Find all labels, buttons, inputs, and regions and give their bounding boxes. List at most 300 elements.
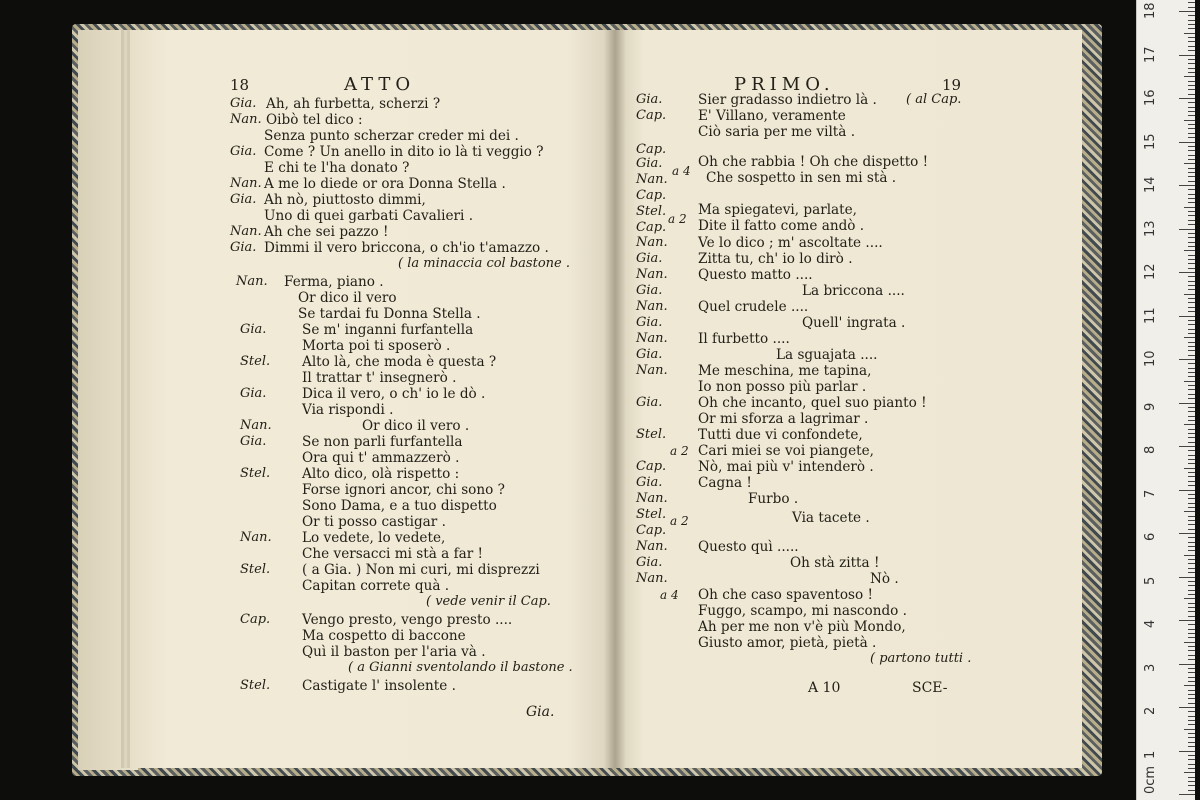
- ruler-tick: [1188, 24, 1195, 25]
- ruler-tick: [1188, 764, 1195, 765]
- verse-line: Ah nò, piuttosto dimmi,: [264, 192, 426, 208]
- ruler-tick: [1184, 250, 1195, 251]
- ruler-number: 15: [1143, 132, 1158, 150]
- verse-line: Capitan correte quà .: [302, 578, 450, 594]
- ruler-tick: [1188, 672, 1195, 673]
- ruler-tick: [1188, 237, 1195, 238]
- speaker-label: Gia.: [636, 347, 663, 362]
- stage-direction: ( la minaccia col bastone .: [398, 256, 570, 271]
- speaker-label: Nan.: [636, 571, 668, 586]
- verse-line: Me meschina, me tapina,: [698, 363, 872, 379]
- ruler-tick: [1179, 751, 1195, 752]
- ruler-tick: [1188, 624, 1195, 625]
- ruler-tick: [1188, 350, 1195, 351]
- verse-line: Che versacci mi stà a far !: [302, 546, 483, 562]
- ruler-tick: [1188, 737, 1195, 738]
- ruler-number: 11: [1143, 306, 1158, 324]
- speaker-label: Gia.: [240, 322, 267, 337]
- speaker-label: Nan.: [636, 491, 668, 506]
- ruler-unit-label: 0cm: [1143, 765, 1158, 794]
- verse-line: Ah, ah furbetta, scherzi ?: [266, 96, 441, 112]
- ruler-tick: [1188, 311, 1195, 312]
- speaker-label: Nan.: [240, 530, 272, 545]
- stage-direction: ( partono tutti .: [870, 651, 972, 666]
- verse-line: Dimmi il vero briccona, o ch'io t'amazzo .: [264, 240, 549, 256]
- ruler-tick: [1188, 107, 1195, 108]
- ruler-tick: [1188, 581, 1195, 582]
- ruler-tick: [1188, 81, 1195, 82]
- ruler-tick: [1188, 481, 1195, 482]
- verse-line: Se non parli furfantella: [302, 434, 463, 450]
- ruler-tick: [1179, 359, 1195, 360]
- ruler-tick: [1188, 124, 1195, 125]
- ensemble-mark: a 2: [668, 212, 687, 226]
- speaker-label: Nan.: [636, 235, 668, 250]
- ruler-tick: [1188, 568, 1195, 569]
- verse-line: Quell' ingrata .: [802, 315, 906, 331]
- ruler-tick: [1188, 181, 1195, 182]
- speaker-label: Gia.: [636, 475, 663, 490]
- ruler-tick: [1188, 215, 1195, 216]
- ruler-number: 4: [1143, 619, 1158, 628]
- ruler-tick: [1188, 429, 1195, 430]
- speaker-label: Cap.: [636, 220, 667, 235]
- ruler-tick: [1188, 111, 1195, 112]
- verse-line: Ma spiegatevi, parlate,: [698, 202, 857, 218]
- ruler-tick: [1188, 437, 1195, 438]
- speaker-label: Cap.: [636, 108, 667, 123]
- ruler-tick: [1188, 537, 1195, 538]
- running-header: PRIMO.: [734, 74, 835, 95]
- ruler-tick: [1188, 37, 1195, 38]
- ruler-number: 10: [1143, 350, 1158, 367]
- verse-line: La briccona ....: [802, 283, 905, 299]
- ruler-tick: [1188, 20, 1195, 21]
- verse-line: Oibò tel dico :: [266, 112, 363, 128]
- ruler-tick: [1188, 15, 1195, 16]
- measuring-ruler: [1136, 0, 1195, 800]
- ruler-tick: [1188, 133, 1195, 134]
- ruler-tick: [1188, 733, 1195, 734]
- ruler-number: 1: [1143, 750, 1158, 759]
- verse-line: Giusto amor, pietà, pietà .: [698, 635, 877, 651]
- verse-line: Il trattar t' insegnerò .: [302, 370, 457, 386]
- verse-line: Furbo .: [748, 491, 799, 507]
- ruler-tick: [1188, 755, 1195, 756]
- verse-line: Fuggo, scampo, mi nascondo .: [698, 603, 908, 619]
- speaker-label: Nan.: [230, 176, 262, 191]
- ruler-tick: [1184, 598, 1195, 599]
- verse-line: Oh stà zitta !: [790, 555, 880, 571]
- verse-line: Se tardai fu Donna Stella .: [298, 306, 481, 322]
- ruler-tick: [1188, 324, 1195, 325]
- ruler-tick: [1188, 224, 1195, 225]
- verse-line: Uno di quei garbati Cavalieri .: [264, 208, 474, 224]
- ensemble-mark: a 2: [670, 514, 689, 528]
- speaker-label: Stel.: [636, 507, 667, 522]
- ruler-tick: [1179, 533, 1195, 534]
- ruler-tick: [1188, 420, 1195, 421]
- verse-line: Se m' inganni furfantella: [302, 322, 474, 338]
- speaker-label: Gia.: [230, 96, 257, 111]
- ruler-tick: [1188, 128, 1195, 129]
- speaker-label: Cap.: [240, 612, 271, 627]
- ruler-tick: [1188, 242, 1195, 243]
- ruler-tick: [1188, 198, 1195, 199]
- verse-line: Come ? Un anello in dito io là ti veggio ?: [264, 144, 544, 160]
- page-number: 19: [942, 76, 962, 94]
- verse-line: Vengo presto, vengo presto ....: [302, 612, 513, 628]
- ruler-tick: [1188, 189, 1195, 190]
- verse-line: Via tacete .: [792, 510, 870, 526]
- ruler-tick: [1179, 55, 1195, 56]
- ruler-tick: [1188, 168, 1195, 169]
- verse-line: Alto dico, olà rispetto :: [302, 466, 460, 482]
- verse-line: Sono Dama, e a tuo dispetto: [302, 498, 497, 514]
- verse-line: Io non posso più parlar .: [698, 379, 867, 395]
- ruler-tick: [1188, 546, 1195, 547]
- verse-line: Che sospetto in sen mi stà .: [706, 170, 897, 186]
- speaker-label: Nan.: [636, 539, 668, 554]
- ruler-tick: [1188, 677, 1195, 678]
- speaker-label: Gia.: [230, 240, 257, 255]
- ruler-tick: [1188, 398, 1195, 399]
- ruler-tick: [1188, 637, 1195, 638]
- ruler-number: 8: [1143, 445, 1158, 454]
- ruler-tick: [1188, 329, 1195, 330]
- speaker-label: Nan.: [230, 224, 262, 239]
- ruler-tick: [1184, 381, 1195, 382]
- verse-line: Dica il vero, o ch' io le dò .: [302, 386, 486, 402]
- speaker-label: Gia.: [636, 555, 663, 570]
- verse-line: Or ti posso castigar .: [302, 514, 446, 530]
- ruler-tick: [1179, 490, 1195, 491]
- ruler-tick: [1179, 577, 1195, 578]
- ruler-tick: [1179, 11, 1195, 12]
- verse-line: Lo vedete, lo vedete,: [302, 530, 446, 546]
- ruler-tick: [1188, 698, 1195, 699]
- ruler-tick: [1188, 155, 1195, 156]
- ruler-tick: [1188, 507, 1195, 508]
- ruler-tick: [1179, 272, 1195, 273]
- ruler-tick: [1188, 611, 1195, 612]
- verse-line: Questo quì .....: [698, 539, 799, 555]
- ruler-tick: [1188, 63, 1195, 64]
- speaker-label: Stel.: [636, 204, 667, 219]
- ruler-number: 16: [1143, 89, 1158, 106]
- ruler-tick: [1188, 333, 1195, 334]
- ruler-number: 17: [1143, 45, 1158, 63]
- stage-direction: ( vede venir il Cap.: [426, 594, 551, 609]
- ruler-tick: [1184, 33, 1195, 34]
- ruler-tick: [1184, 555, 1195, 556]
- ruler-tick: [1188, 485, 1195, 486]
- ruler-tick: [1179, 707, 1195, 708]
- ruler-tick: [1188, 777, 1195, 778]
- ruler-tick: [1188, 450, 1195, 451]
- ruler-tick: [1188, 72, 1195, 73]
- ruler-tick: [1188, 590, 1195, 591]
- speaker-label: Gia.: [636, 251, 663, 266]
- ruler-tick: [1184, 685, 1195, 686]
- ruler-tick: [1188, 202, 1195, 203]
- speaker-label: Gia.: [636, 315, 663, 330]
- ruler-tick: [1188, 259, 1195, 260]
- verse-line: Nò, mai più v' intenderò .: [698, 459, 874, 475]
- ruler-tick: [1188, 724, 1195, 725]
- ruler-tick: [1188, 220, 1195, 221]
- ruler-tick: [1188, 276, 1195, 277]
- ruler-tick: [1179, 142, 1195, 143]
- speaker-label: Nan.: [230, 112, 262, 127]
- speaker-label: Gia.: [636, 283, 663, 298]
- ruler-tick: [1188, 711, 1195, 712]
- catchword: Gia.: [526, 704, 555, 720]
- ruler-tick: [1188, 263, 1195, 264]
- ruler-number: 3: [1143, 663, 1158, 672]
- ruler-tick: [1188, 790, 1195, 791]
- ruler-tick: [1188, 681, 1195, 682]
- ruler-number: 14: [1143, 176, 1158, 193]
- ruler-tick: [1188, 742, 1195, 743]
- ruler-tick: [1188, 346, 1195, 347]
- ruler-tick: [1188, 394, 1195, 395]
- left-page: [130, 30, 616, 768]
- ruler-tick: [1188, 289, 1195, 290]
- speaker-label: Cap.: [636, 459, 667, 474]
- book-gutter: [604, 30, 626, 768]
- ruler-tick: [1188, 559, 1195, 560]
- verse-line: Ora qui t' ammazzerò .: [302, 450, 460, 466]
- ruler-tick: [1188, 298, 1195, 299]
- ruler-tick: [1188, 320, 1195, 321]
- ruler-tick: [1184, 337, 1195, 338]
- ruler-tick: [1188, 176, 1195, 177]
- ruler-tick: [1184, 163, 1195, 164]
- ruler-tick: [1188, 89, 1195, 90]
- ruler-tick: [1179, 794, 1195, 795]
- verse-line: Cari miei se voi piangete,: [698, 443, 874, 459]
- ruler-tick: [1188, 455, 1195, 456]
- inside-cover: [78, 30, 138, 770]
- speaker-label: Gia.: [636, 92, 663, 107]
- speaker-label: Nan.: [636, 299, 668, 314]
- ruler-tick: [1188, 368, 1195, 369]
- verse-line: Tutti due vi confondete,: [698, 427, 863, 443]
- ruler-tick: [1188, 633, 1195, 634]
- ruler-tick: [1188, 41, 1195, 42]
- verse-line: Oh che incanto, quel suo pianto !: [698, 395, 927, 411]
- ruler-tick: [1188, 498, 1195, 499]
- ruler-tick: [1188, 594, 1195, 595]
- ruler-number: 6: [1143, 532, 1158, 541]
- verse-line: Ve lo dico ; m' ascoltate ....: [698, 235, 883, 251]
- ruler-tick: [1184, 424, 1195, 425]
- ruler-tick: [1188, 211, 1195, 212]
- ruler-tick: [1184, 207, 1195, 208]
- ruler-tick: [1188, 407, 1195, 408]
- ruler-tick: [1188, 616, 1195, 617]
- verse-line: Or dico il vero .: [362, 418, 470, 434]
- ruler-tick: [1188, 246, 1195, 247]
- ruler-tick: [1188, 255, 1195, 256]
- verse-line: Quì il baston per l'aria và .: [302, 644, 486, 660]
- ruler-tick: [1188, 363, 1195, 364]
- speaker-label: Gia.: [240, 434, 267, 449]
- speaker-label: Nan.: [636, 363, 668, 378]
- verse-line: Questo matto ....: [698, 267, 813, 283]
- verse-line: Oh che rabbia ! Oh che dispetto !: [698, 154, 929, 170]
- ruler-tick: [1188, 563, 1195, 564]
- speaker-label: Nan.: [636, 172, 668, 187]
- ruler-tick: [1188, 2, 1195, 3]
- ruler-tick: [1188, 703, 1195, 704]
- verse-line: Ah che sei pazzo !: [264, 224, 389, 240]
- ruler-number: 18: [1143, 2, 1158, 19]
- speaker-label: Stel.: [240, 678, 271, 693]
- speaker-label: Cap.: [636, 523, 667, 538]
- ruler-tick: [1188, 307, 1195, 308]
- ruler-tick: [1188, 463, 1195, 464]
- ruler-tick: [1188, 529, 1195, 530]
- ruler-tick: [1188, 603, 1195, 604]
- ruler-tick: [1188, 281, 1195, 282]
- ruler-tick: [1188, 494, 1195, 495]
- ruler-tick: [1188, 50, 1195, 51]
- ruler-tick: [1188, 516, 1195, 517]
- ensemble-mark: a 4: [660, 588, 679, 602]
- speaker-label: Gia.: [230, 144, 257, 159]
- ruler-tick: [1188, 355, 1195, 356]
- verse-line: E chi te l'ha donato ?: [264, 160, 410, 176]
- ruler-tick: [1188, 285, 1195, 286]
- ruler-tick: [1188, 302, 1195, 303]
- speaker-label: Cap.: [636, 188, 667, 203]
- signature-mark: A 10: [808, 680, 841, 696]
- ruler-tick: [1179, 229, 1195, 230]
- ruler-tick: [1179, 185, 1195, 186]
- speaker-label: Gia.: [636, 156, 663, 171]
- ruler-tick: [1188, 655, 1195, 656]
- ruler-tick: [1184, 294, 1195, 295]
- ruler-tick: [1188, 416, 1195, 417]
- speaker-label: Cap.: [636, 142, 667, 157]
- ruler-tick: [1184, 729, 1195, 730]
- verse-line: Morta poi ti sposerò .: [302, 338, 451, 354]
- verse-line: Ma cospetto di baccone: [302, 628, 466, 644]
- ruler-tick: [1188, 520, 1195, 521]
- ruler-tick: [1184, 642, 1195, 643]
- verse-line: Il furbetto ....: [698, 331, 790, 347]
- ruler-tick: [1184, 468, 1195, 469]
- ruler-tick: [1188, 607, 1195, 608]
- ruler-tick: [1188, 768, 1195, 769]
- verse-line: Dite il fatto come andò .: [698, 218, 865, 234]
- verse-line: Oh che caso spaventoso !: [698, 587, 874, 603]
- ruler-tick: [1188, 137, 1195, 138]
- page-number: 18: [230, 76, 250, 94]
- ruler-tick: [1179, 316, 1195, 317]
- ruler-tick: [1184, 120, 1195, 121]
- ruler-tick: [1188, 372, 1195, 373]
- speaker-label: Gia.: [230, 192, 257, 207]
- ruler-tick: [1188, 59, 1195, 60]
- ruler-tick: [1188, 668, 1195, 669]
- ensemble-mark: a 2: [670, 444, 689, 458]
- speaker-label: Nan.: [236, 274, 268, 289]
- ruler-tick: [1188, 172, 1195, 173]
- ruler-tick: [1188, 720, 1195, 721]
- ruler-number: 13: [1143, 219, 1158, 237]
- verse-line: Via rispondi .: [302, 402, 394, 418]
- ruler-tick: [1188, 585, 1195, 586]
- verse-line: Ciò saria per me viltà .: [698, 124, 856, 140]
- ruler-tick: [1184, 772, 1195, 773]
- ruler-tick: [1188, 389, 1195, 390]
- ruler-tick: [1188, 150, 1195, 151]
- ruler-tick: [1188, 342, 1195, 343]
- catchword: SCE-: [912, 680, 948, 696]
- ruler-tick: [1188, 68, 1195, 69]
- ruler-tick: [1188, 629, 1195, 630]
- ruler-tick: [1188, 85, 1195, 86]
- verse-line: Ferma, piano .: [284, 274, 384, 290]
- ruler-tick: [1188, 694, 1195, 695]
- ruler-tick: [1188, 785, 1195, 786]
- right-page: [616, 30, 1082, 768]
- ruler-number: 5: [1143, 576, 1158, 585]
- ruler-tick: [1188, 781, 1195, 782]
- ruler-tick: [1179, 98, 1195, 99]
- ruler-number: 2: [1143, 706, 1158, 715]
- verse-line: Zitta tu, ch' io lo dirò .: [698, 251, 853, 267]
- verse-line: Alto là, che moda è questa ?: [302, 354, 497, 370]
- ruler-tick: [1188, 146, 1195, 147]
- stage-direction: ( a Gianni sventolando il bastone .: [348, 660, 573, 675]
- ruler-tick: [1179, 446, 1195, 447]
- verse-line: Ah per me non v'è più Mondo,: [698, 619, 906, 635]
- ruler-tick: [1188, 28, 1195, 29]
- ruler-tick: [1188, 759, 1195, 760]
- ruler-tick: [1188, 650, 1195, 651]
- ruler-tick: [1188, 46, 1195, 47]
- ruler-tick: [1188, 690, 1195, 691]
- ruler-tick: [1188, 646, 1195, 647]
- ruler-tick: [1188, 459, 1195, 460]
- ruler-tick: [1179, 620, 1195, 621]
- ruler-tick: [1188, 376, 1195, 377]
- ruler-number: 9: [1143, 402, 1158, 411]
- verse-line: A me lo diede or ora Donna Stella .: [264, 176, 506, 192]
- speaker-label: Nan.: [240, 418, 272, 433]
- ruler-tick: [1188, 472, 1195, 473]
- speaker-label: Stel.: [636, 427, 667, 442]
- ensemble-mark: a 4: [672, 164, 691, 178]
- speaker-label: Stel.: [240, 466, 271, 481]
- ruler-tick: [1188, 572, 1195, 573]
- ruler-tick: [1188, 159, 1195, 160]
- ruler-tick: [1184, 76, 1195, 77]
- speaker-label: Stel.: [240, 562, 271, 577]
- verse-line: Cagna !: [698, 475, 752, 491]
- ruler-tick: [1188, 115, 1195, 116]
- verse-line: Or dico il vero: [298, 290, 397, 306]
- stage-direction: ( al Cap.: [906, 92, 962, 107]
- ruler-tick: [1179, 664, 1195, 665]
- speaker-label: Gia.: [636, 395, 663, 410]
- ruler-tick: [1188, 385, 1195, 386]
- ruler-tick: [1188, 524, 1195, 525]
